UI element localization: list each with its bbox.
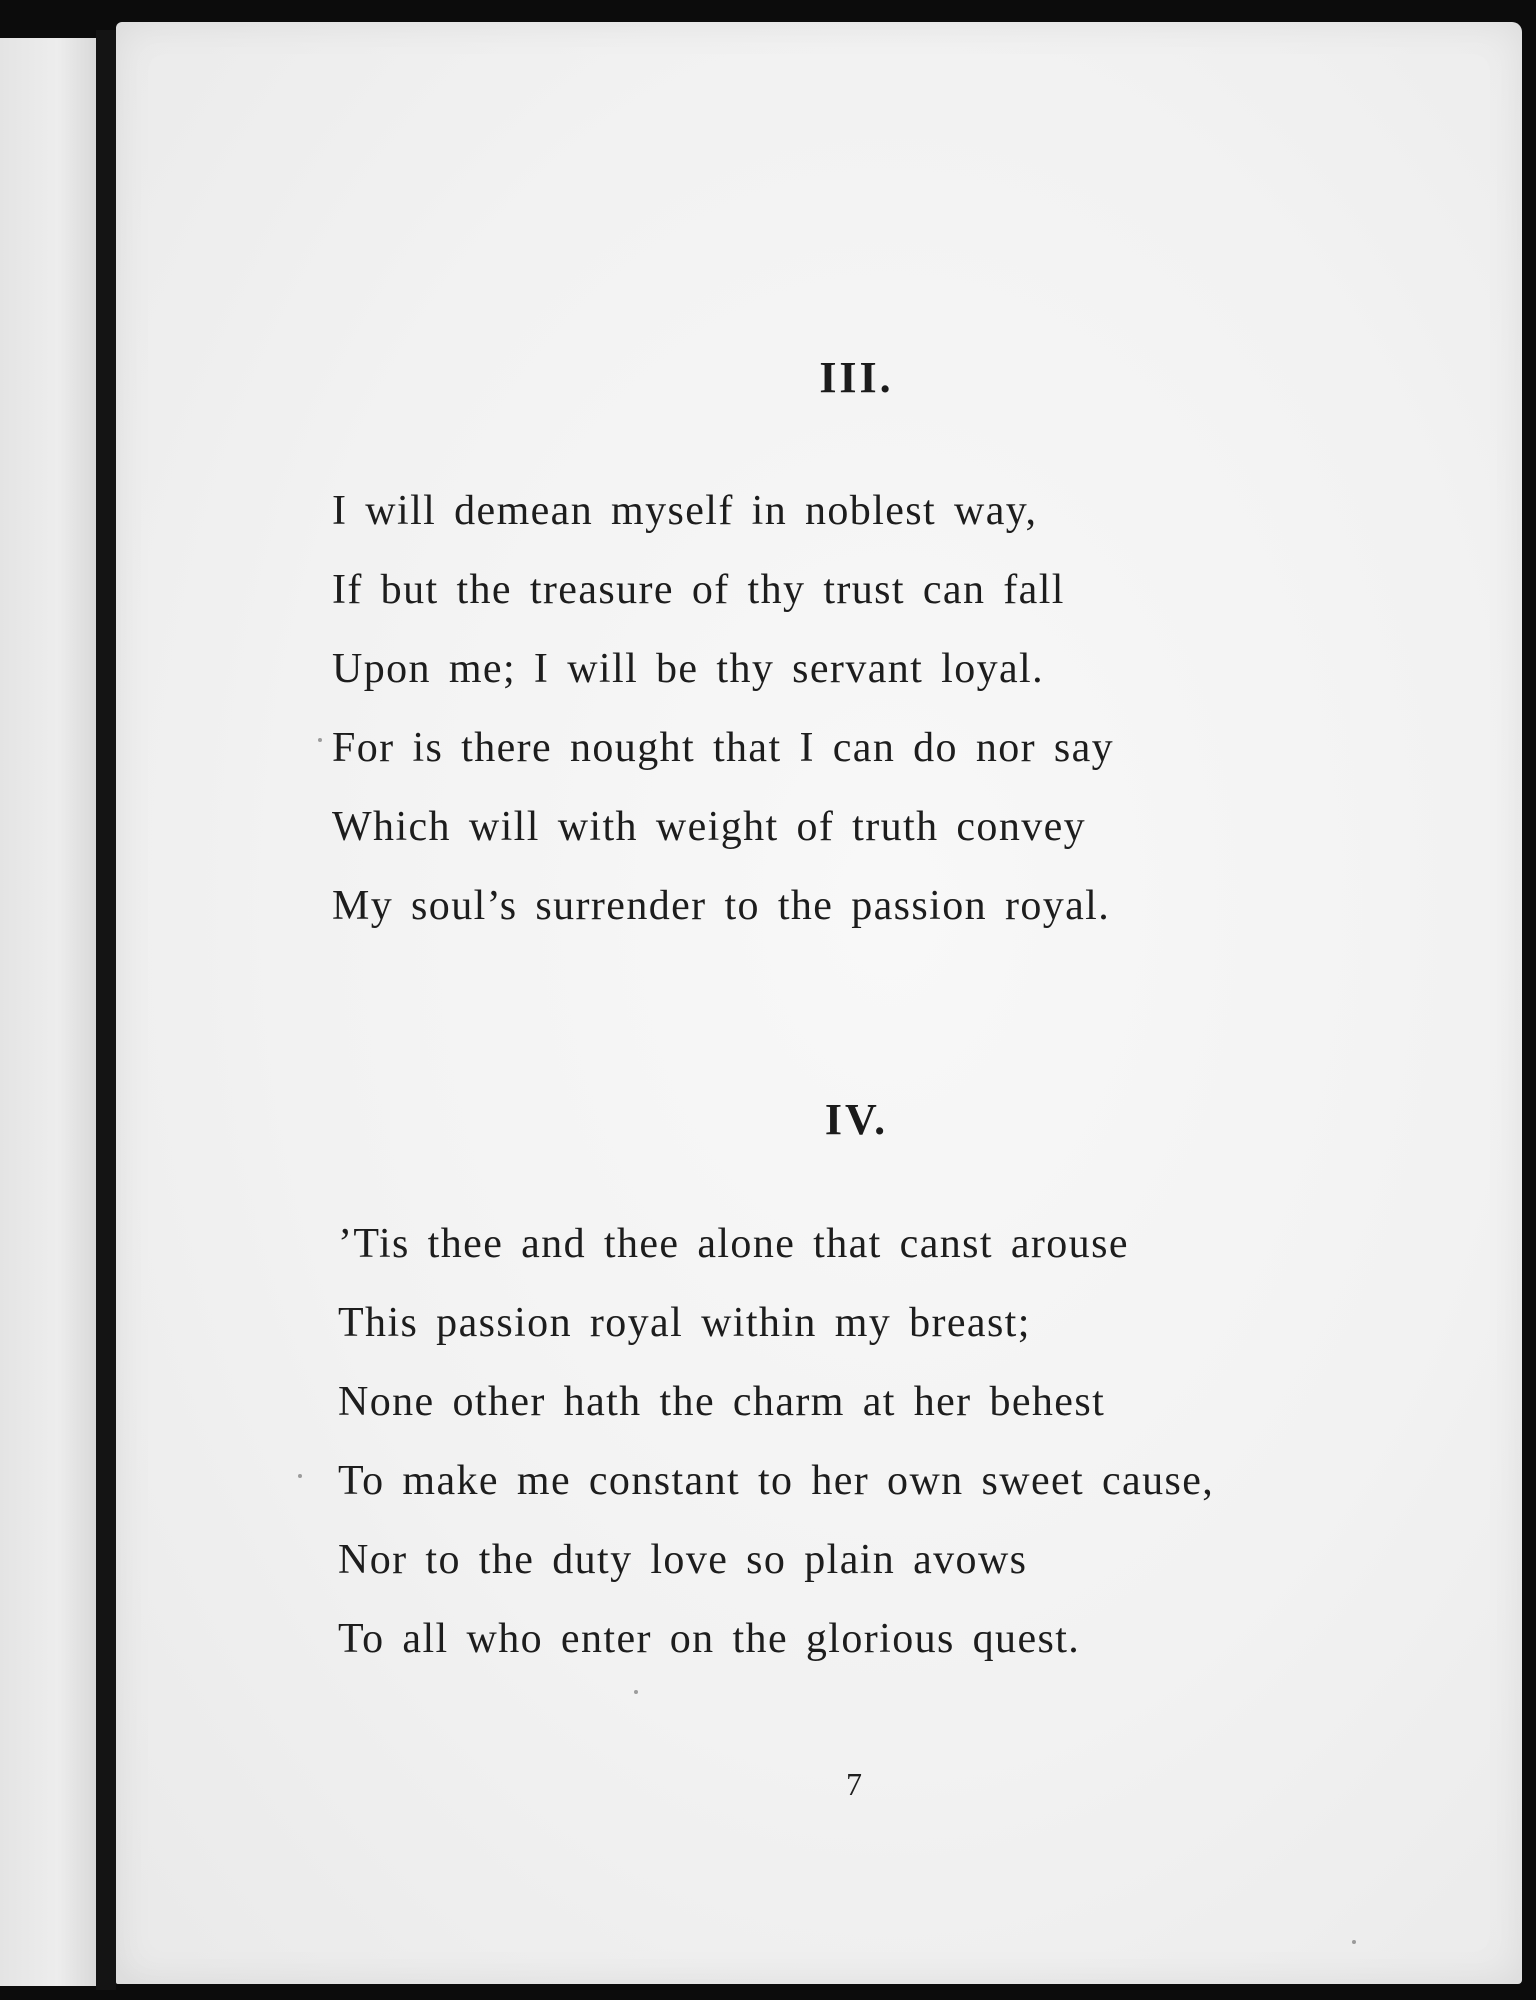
verse-line: My soul’s surrender to the passion royal.: [332, 883, 1111, 929]
paper-speck: [634, 1690, 638, 1694]
book-gutter: [96, 30, 116, 1990]
paper-speck: [298, 1474, 302, 1478]
stanza-heading-iii: III.: [819, 353, 894, 402]
stanza-heading-iv: IV.: [824, 1095, 889, 1144]
verse-line: This passion royal within my breast;: [338, 1300, 1031, 1346]
verse-line: If but the treasure of thy trust can fall: [332, 567, 1065, 613]
verse-line: Nor to the duty love so plain avows: [338, 1537, 1028, 1583]
verse-line: I will demean myself in noblest way,: [332, 488, 1038, 534]
previous-page-edge: [0, 38, 96, 1986]
verse-line: ’Tis thee and thee alone that canst arouse: [338, 1221, 1129, 1267]
page-number: 7: [846, 1766, 862, 1802]
verse-line: None other hath the charm at her behest: [338, 1379, 1106, 1425]
scan-border: [1522, 0, 1536, 2000]
book-page: [116, 22, 1522, 1984]
paper-speck: [318, 738, 322, 742]
stanza-iii: [332, 472, 1114, 946]
verse-line: Upon me; I will be thy servant loyal.: [332, 646, 1045, 692]
verse-line: To all who enter on the glorious quest.: [338, 1616, 1081, 1662]
stanza-iv: [338, 1205, 1214, 1679]
verse-line: To make me constant to her own sweet cause,: [338, 1458, 1215, 1504]
verse-line: For is there nought that I can do nor say: [332, 725, 1115, 771]
paper-speck: [1352, 1940, 1356, 1944]
verse-line: Which will with weight of truth convey: [332, 804, 1087, 850]
